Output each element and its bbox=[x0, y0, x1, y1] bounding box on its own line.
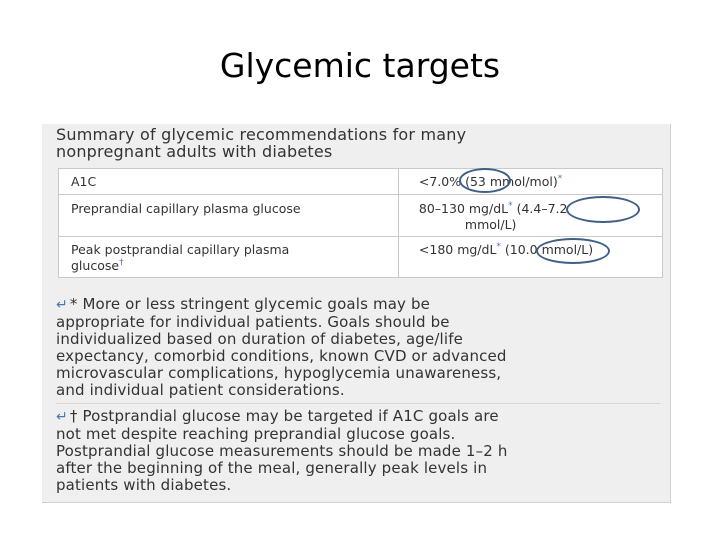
footnote-mark: † bbox=[119, 257, 124, 268]
glycemic-recommendations-table bbox=[58, 168, 663, 278]
row-label-preprandial: Preprandial capillary plasma glucose bbox=[59, 195, 399, 237]
footnote-asterisk: ↵ * More or less stringent glycemic goals may be appropriate for individual patients. Goals should be individualized based on duration of diabetes, age/life expectancy, comorbid conditions, known CVD or advanced microvascular complications, hypoglycemia unawareness, and individual patient considerations. bbox=[56, 295, 507, 399]
footnote-dagger: ↵ † Postprandial glucose may be targeted if A1C goals are not met despite reaching preprandial glucose goals. Postprandial glucose measurements should be made 1–2 h after the beginning of the meal, generally peak levels in patients with diabetes. bbox=[56, 407, 508, 494]
footnote-mark: * bbox=[496, 241, 501, 252]
table-row-a1c bbox=[59, 169, 663, 195]
footnote-mark: * bbox=[508, 200, 513, 211]
row-label-postprandial: Peak postprandial capillary plasma glucose† bbox=[59, 237, 399, 278]
footnote-mark: * bbox=[557, 173, 563, 184]
table-row-preprandial bbox=[59, 195, 663, 237]
row-value-postprandial: <180 mg/dL* (10.0 mmol/L) bbox=[398, 237, 662, 278]
summary-heading bbox=[56, 126, 656, 160]
footnote-divider bbox=[56, 403, 660, 404]
row-value-a1c: <7.0% (53 mmol/mol)* bbox=[398, 169, 662, 195]
return-arrow-icon[interactable]: ↵ bbox=[56, 297, 68, 313]
row-label-a1c: A1C bbox=[59, 169, 399, 195]
slide-title: Glycemic targets bbox=[219, 46, 501, 85]
table-row-postprandial bbox=[59, 237, 663, 278]
summary-heading-line-1: Summary of glycemic recommendations for many bbox=[56, 125, 467, 144]
row-value-preprandial: 80–130 mg/dL* (4.4–7.2 mmol/L) bbox=[398, 195, 662, 237]
summary-heading-line-2: nonpregnant adults with diabetes bbox=[56, 142, 333, 161]
return-arrow-icon[interactable]: ↵ bbox=[56, 409, 68, 425]
